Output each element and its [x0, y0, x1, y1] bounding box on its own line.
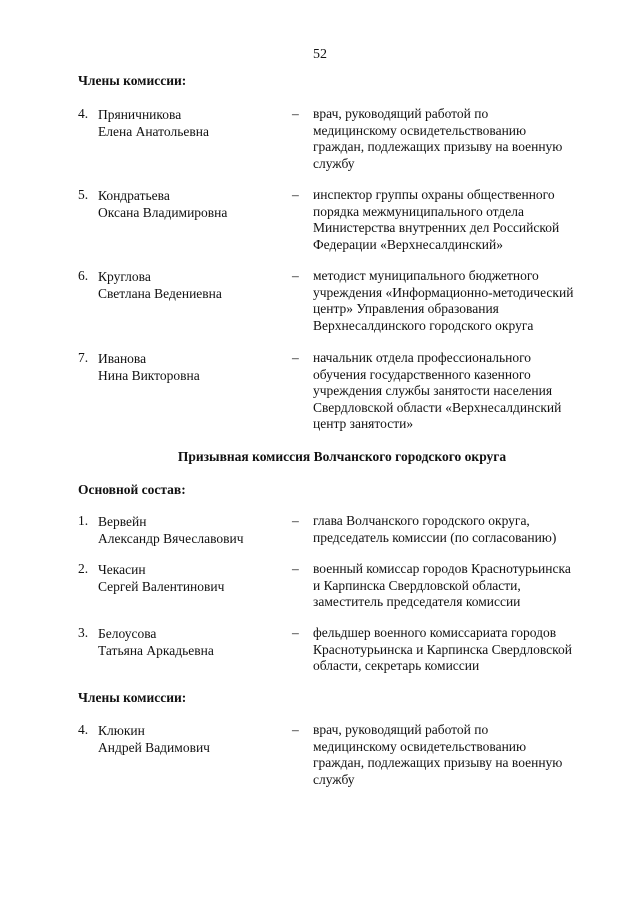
item-number: 5.: [78, 187, 89, 202]
description-line: инспектор группы охраны общественного: [313, 187, 555, 202]
description-line: Краснотурьинска и Карпинска Свердловской: [313, 641, 572, 657]
position-description: [313, 350, 623, 433]
description-line: Верхнесалдинского городского округа: [313, 317, 534, 333]
description-line: фельдшер военного комиссариата городов: [313, 625, 557, 640]
position-description: [313, 268, 623, 334]
description-line: области, секретарь комиссии: [313, 658, 480, 673]
dash: –: [292, 106, 299, 121]
surname: Иванова: [98, 351, 147, 366]
description-line: методист муниципального бюджетного: [313, 268, 539, 283]
dash: –: [292, 561, 299, 576]
description-line: учреждения «Информационно-методический: [313, 284, 574, 300]
given-names: Андрей Вадимович: [98, 740, 210, 755]
dash: –: [292, 722, 299, 737]
description-line: и Карпинска Свердловской области,: [313, 577, 521, 593]
item-number: 2.: [78, 561, 89, 576]
item-number: 1.: [78, 513, 89, 528]
description-line: службу: [313, 771, 355, 787]
description-line: врач, руководящий работой по: [313, 722, 489, 737]
person-name: [98, 106, 288, 140]
description-line: Свердловской области «Верхнесалдинский: [313, 399, 562, 415]
description-line: Министерства внутренних дел Российской: [313, 220, 560, 235]
person-name: [98, 187, 288, 221]
members-heading: Члены комиссии:: [78, 73, 187, 88]
position-description: [313, 625, 623, 675]
surname: Круглова: [98, 269, 151, 284]
item-number: 7.: [78, 350, 89, 365]
description-line: граждан, подлежащих призыву на военную: [313, 139, 563, 154]
description-line: обучения государственного казенного: [313, 366, 531, 382]
given-names: Сергей Валентинович: [98, 579, 225, 594]
dash: –: [292, 350, 299, 365]
surname: Клюкин: [98, 723, 145, 738]
description-line: Федерации «Верхнесалдинский»: [313, 236, 504, 252]
description-line: порядка межмуниципального отдела: [313, 203, 524, 219]
surname: Пряничникова: [98, 107, 182, 122]
item-number: 4.: [78, 722, 89, 737]
given-names: Татьяна Аркадьевна: [98, 643, 214, 658]
description-line: заместитель председателя комиссии: [313, 594, 521, 609]
person-name: [98, 722, 288, 756]
dash: –: [292, 268, 299, 283]
description-line: службу: [313, 155, 355, 171]
person-name: [98, 268, 288, 302]
description-line: председатель комиссии (по согласованию): [313, 529, 557, 545]
description-line: военный комиссар городов Краснотурьинска: [313, 561, 571, 576]
page-number: 52: [313, 47, 327, 62]
position-description: [313, 561, 623, 611]
item-number: 4.: [78, 106, 89, 121]
section-title: Призывная комиссия Волчанского городского округа: [177, 449, 507, 464]
given-names: Нина Викторовна: [98, 368, 200, 383]
given-names: Оксана Владимировна: [98, 205, 228, 220]
description-line: медицинскому освидетельствованию: [313, 738, 527, 754]
description-line: врач, руководящий работой по: [313, 106, 489, 121]
person-name: [98, 350, 288, 384]
dash: –: [292, 187, 299, 202]
person-name: [98, 561, 288, 595]
main-composition-heading: Основной состав:: [78, 482, 186, 497]
given-names: Александр Вячеславович: [98, 531, 244, 546]
description-line: граждан, подлежащих призыву на военную: [313, 755, 563, 770]
surname: Кондратьева: [98, 188, 170, 203]
description-line: глава Волчанского городского округа,: [313, 513, 530, 528]
description-line: начальник отдела профессионального: [313, 350, 532, 365]
position-description: [313, 722, 623, 788]
surname: Белоусова: [98, 626, 157, 641]
person-name: [98, 625, 288, 659]
position-description: [313, 106, 623, 172]
person-name: [98, 513, 288, 547]
surname: Вервейн: [98, 514, 147, 529]
description-line: центр занятости»: [313, 416, 414, 431]
description-line: центр» Управления образования: [313, 301, 499, 316]
description-line: медицинскому освидетельствованию: [313, 122, 527, 138]
item-number: 3.: [78, 625, 89, 640]
dash: –: [292, 513, 299, 528]
position-description: [313, 513, 623, 546]
description-line: учреждения службы занятости населения: [313, 383, 553, 398]
surname: Чекасин: [98, 562, 146, 577]
dash: –: [292, 625, 299, 640]
given-names: Светлана Ведениевна: [98, 286, 222, 301]
position-description: [313, 187, 623, 253]
given-names: Елена Анатольевна: [98, 124, 209, 139]
item-number: 6.: [78, 268, 89, 283]
members-heading: Члены комиссии:: [78, 690, 187, 705]
